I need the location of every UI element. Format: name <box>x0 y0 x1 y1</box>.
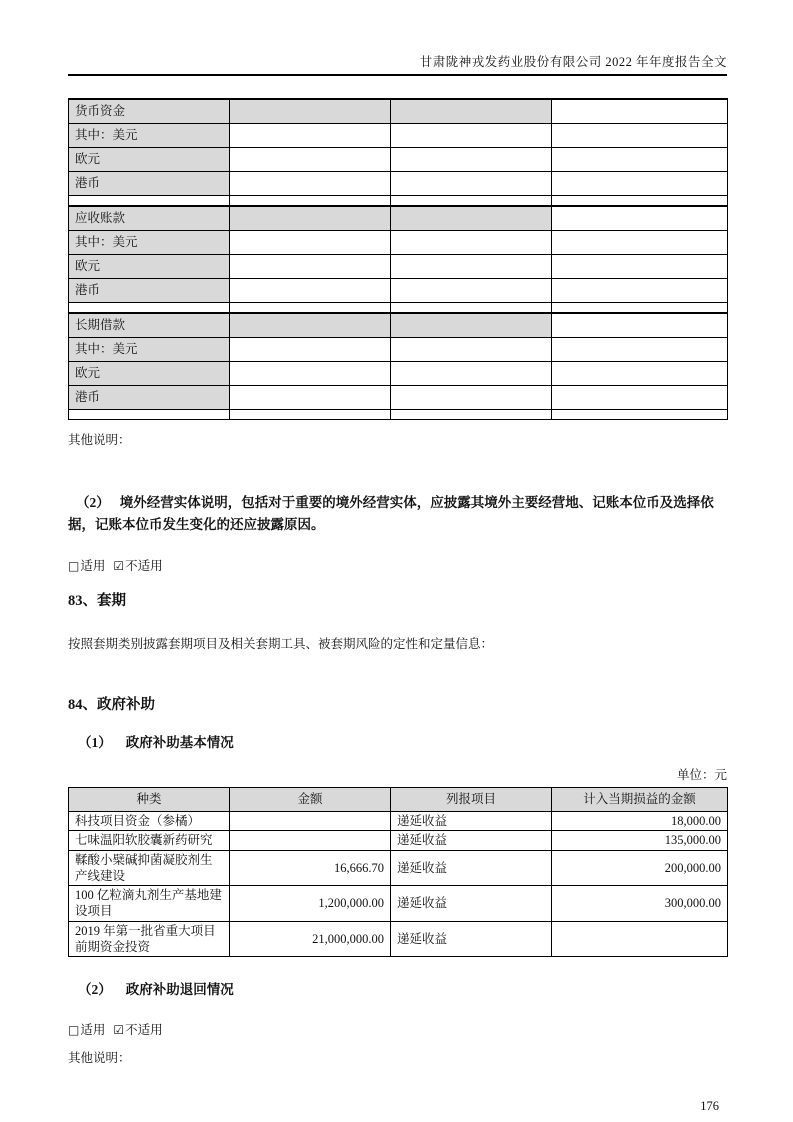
row-label: 其中：美元 <box>69 338 230 362</box>
table-row <box>69 279 728 303</box>
grant-amount <box>230 812 391 831</box>
grant-item: 递延收益 <box>391 831 552 850</box>
row-label: 欧元 <box>69 362 230 386</box>
grant-item: 递延收益 <box>391 850 552 886</box>
column-header: 金额 <box>230 788 391 812</box>
value-cell <box>552 231 728 255</box>
value-cell <box>552 313 728 338</box>
table-row <box>69 831 728 850</box>
applicability-line <box>68 1022 727 1038</box>
checkbox-unchecked-icon: □ <box>68 1023 80 1037</box>
value-cell <box>552 99 728 124</box>
value-cell <box>230 338 391 362</box>
table-row <box>69 812 728 831</box>
value-cell <box>552 362 728 386</box>
row-label: 欧元 <box>69 148 230 172</box>
heading-text: 政府补助基本情况 <box>125 735 234 750</box>
value-cell <box>552 255 728 279</box>
row-label: 其中：美元 <box>69 231 230 255</box>
column-header: 计入当期损益的金额 <box>552 788 728 812</box>
heading-text: 政府补助退回情况 <box>125 982 234 997</box>
not-applicable-label: 不适用 <box>125 1023 163 1037</box>
row-label: 货币资金 <box>69 99 230 124</box>
value-cell <box>552 124 728 148</box>
heading-number: （2） <box>76 495 110 510</box>
table-row <box>69 921 728 957</box>
grant-type: 鞣酸小檗碱抑菌凝胶剂生产线建设 <box>69 850 230 886</box>
value-cell <box>391 313 552 338</box>
table-row <box>69 231 728 255</box>
heading-grants-refund <box>68 981 727 998</box>
grant-current-amount: 135,000.00 <box>552 831 728 850</box>
value-cell <box>230 386 391 410</box>
table-row <box>69 313 728 338</box>
value-cell <box>230 279 391 303</box>
applicability-line <box>68 558 727 574</box>
page-header <box>68 54 727 70</box>
foreign-currency-table <box>68 98 728 420</box>
table-row <box>69 886 728 922</box>
value-cell <box>230 172 391 196</box>
value-cell <box>230 362 391 386</box>
table-row <box>69 386 728 410</box>
grant-type: 科技项目资金（参橘） <box>69 812 230 831</box>
not-applicable-label: 不适用 <box>125 559 163 573</box>
grant-current-amount: 300,000.00 <box>552 886 728 922</box>
spacer-row <box>69 303 728 314</box>
row-label: 港币 <box>69 386 230 410</box>
heading-number: （2） <box>78 982 112 997</box>
value-cell <box>230 206 391 231</box>
applicable-label: 适用 <box>80 559 106 573</box>
applicable-label: 适用 <box>80 1023 106 1037</box>
value-cell <box>391 362 552 386</box>
table-row <box>69 124 728 148</box>
value-cell <box>391 148 552 172</box>
value-cell <box>230 99 391 124</box>
checkbox-checked-icon: ☑ <box>113 559 125 573</box>
checkbox-unchecked-icon: □ <box>68 559 80 573</box>
value-cell <box>552 338 728 362</box>
spacer-row <box>69 410 728 420</box>
value-cell <box>391 231 552 255</box>
value-cell <box>230 148 391 172</box>
value-cell <box>552 206 728 231</box>
value-cell <box>230 124 391 148</box>
grant-current-amount: 200,000.00 <box>552 850 728 886</box>
column-header: 列报项目 <box>391 788 552 812</box>
grant-amount: 16,666.70 <box>230 850 391 886</box>
heading-number: （1） <box>78 735 112 750</box>
value-cell <box>391 255 552 279</box>
grant-type: 2019 年第一批省重大项目前期资金投资 <box>69 921 230 957</box>
table-row <box>69 148 728 172</box>
spacer-row <box>69 196 728 207</box>
value-cell <box>552 279 728 303</box>
table-header-row <box>69 788 728 812</box>
value-cell <box>230 231 391 255</box>
other-notes-label: 其他说明： <box>68 433 131 447</box>
value-cell <box>552 172 728 196</box>
grant-item: 递延收益 <box>391 921 552 957</box>
table-row <box>69 99 728 124</box>
grant-type: 七味温阳软胶囊新药研究 <box>69 831 230 850</box>
value-cell <box>552 386 728 410</box>
row-label: 应收账款 <box>69 206 230 231</box>
heading-text: 境外经营实体说明，包括对于重要的境外经营实体，应披露其境外主要经营地、记账本位币及选择依据，记账本位币发生变化的还应披露原因。 <box>68 495 714 532</box>
heading-hedging: 83、套期 <box>68 593 126 609</box>
value-cell <box>391 386 552 410</box>
grant-current-amount <box>552 921 728 957</box>
table-row <box>69 338 728 362</box>
value-cell <box>391 124 552 148</box>
heading-government-grants: 84、政府补助 <box>68 697 155 713</box>
value-cell <box>391 338 552 362</box>
other-notes-label: 其他说明： <box>68 1051 131 1065</box>
table-row <box>69 850 728 886</box>
grant-amount: 21,000,000.00 <box>230 921 391 957</box>
grant-current-amount: 18,000.00 <box>552 812 728 831</box>
row-label: 长期借款 <box>69 313 230 338</box>
value-cell <box>552 148 728 172</box>
value-cell <box>391 279 552 303</box>
column-header: 种类 <box>69 788 230 812</box>
row-label: 欧元 <box>69 255 230 279</box>
heading-grants-basic <box>68 734 727 751</box>
grant-item: 递延收益 <box>391 812 552 831</box>
row-label: 港币 <box>69 172 230 196</box>
table-row <box>69 206 728 231</box>
hedging-body-text: 按照套期类别披露套期项目及相关套期工具、被套期风险的定性和定量信息： <box>68 637 494 651</box>
value-cell <box>391 99 552 124</box>
table-row <box>69 362 728 386</box>
row-label: 港币 <box>69 279 230 303</box>
grant-type: 100 亿粒滴丸剂生产基地建设项目 <box>69 886 230 922</box>
grant-amount <box>230 831 391 850</box>
grant-amount: 1,200,000.00 <box>230 886 391 922</box>
grant-item: 递延收益 <box>391 886 552 922</box>
value-cell <box>391 206 552 231</box>
value-cell <box>230 313 391 338</box>
government-grants-table <box>68 787 728 957</box>
page-header-title: 甘肃陇神戎发药业股份有限公司 2022 年年度报告全文 <box>419 55 727 69</box>
heading-overseas-entities <box>68 492 727 536</box>
page-number: 176 <box>700 1099 719 1113</box>
unit-label: 单位：元 <box>676 768 727 782</box>
table-row <box>69 172 728 196</box>
checkbox-checked-icon: ☑ <box>113 1023 125 1037</box>
row-label: 其中：美元 <box>69 124 230 148</box>
value-cell <box>230 255 391 279</box>
value-cell <box>391 172 552 196</box>
header-divider <box>68 74 727 76</box>
table-row <box>69 255 728 279</box>
